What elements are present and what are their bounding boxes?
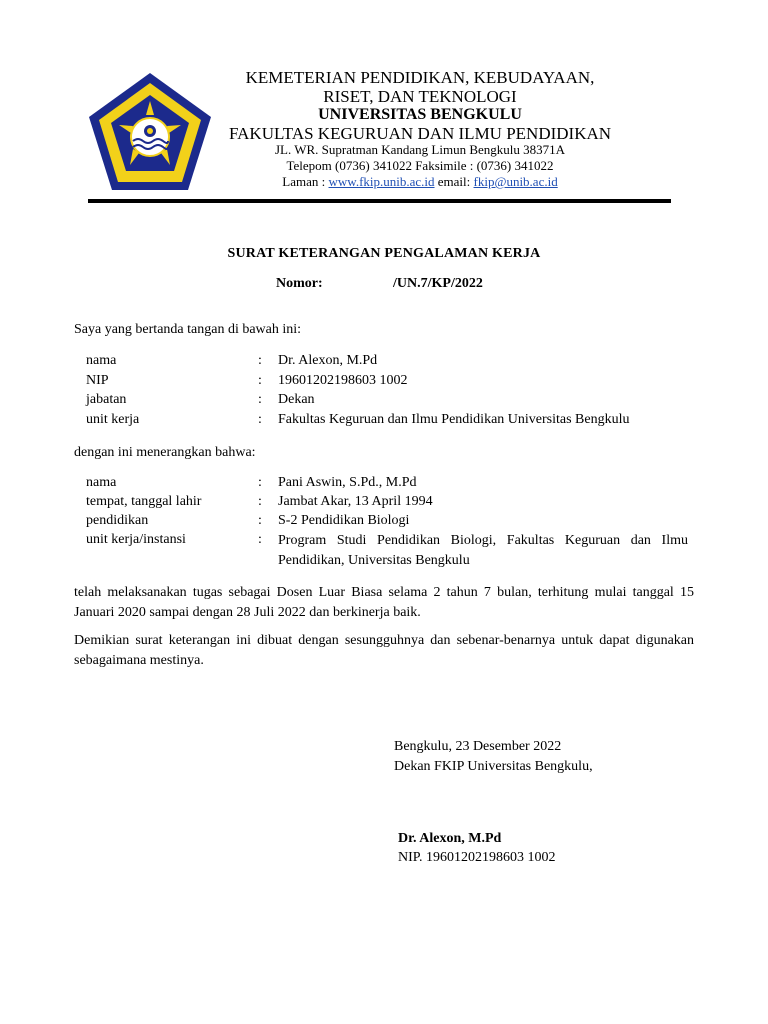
signer-unit-colon: : — [258, 412, 262, 427]
subject-name-label: nama — [86, 475, 117, 490]
faculty-name: FAKULTAS KEGURUAN DAN ILMU PENDIDIKAN — [228, 124, 612, 143]
declaration-intro: dengan ini menerangkan bahwa: — [74, 445, 256, 460]
signer-nip-colon: : — [258, 373, 262, 388]
subject-birth-value: Jambat Akar, 13 April 1994 — [278, 494, 433, 509]
email-link[interactable]: fkip@unib.ac.id — [473, 174, 558, 189]
subject-unit-label: unit kerja/instansi — [86, 532, 186, 547]
web-label: Laman : — [282, 174, 329, 189]
ministry-name-line2: RISET, DAN TEKNOLOGI — [323, 87, 517, 106]
subject-unit-colon: : — [258, 532, 262, 547]
signature-place-date: Bengkulu, 23 Desember 2022 — [394, 739, 562, 754]
body-paragraph: telah melaksanakan tugas sebagai Dosen Luar Biasa selama 2 tahun 7 bulan, terhitung mulai tanggal 15 Januari 2020 sampai dengan 28 Juli 2022 dan berkinerja baik. — [74, 585, 694, 620]
intro-text: Saya yang bertanda tangan di bawah ini: — [74, 322, 302, 337]
letterhead-divider — [88, 199, 671, 203]
signer-nip-value: 19601202198603 1002 — [278, 373, 408, 388]
signature-position: Dekan FKIP Universitas Bengkulu, — [394, 759, 593, 774]
signer-position-colon: : — [258, 392, 262, 407]
closing-paragraph: Demikian surat keterangan ini dibuat dengan sesungguhnya dan sebenar-benarnya untuk dapat digunakan sebagaimana mestinya. — [74, 633, 694, 668]
subject-education-value: S-2 Pendidikan Biologi — [278, 513, 410, 528]
subject-education-colon: : — [258, 513, 262, 528]
website-link[interactable]: www.fkip.unib.ac.id — [328, 174, 435, 189]
address-line: JL. WR. Supratman Kandang Limun Bengkulu 38371A — [274, 142, 566, 157]
signature-nip: NIP. 19601202198603 1002 — [398, 850, 556, 865]
signer-nip-label: NIP — [86, 373, 109, 388]
ministry-name-line1: KEMETERIAN PENDIDIKAN, KEBUDAYAAN, — [245, 68, 595, 87]
signer-unit-value: Fakultas Keguruan dan Ilmu Pendidikan Universitas Bengkulu — [278, 412, 630, 427]
email-label: email: — [434, 174, 474, 189]
signer-name-value: Dr. Alexon, M.Pd — [278, 353, 378, 368]
signer-position-label: jabatan — [86, 392, 127, 407]
subject-name-value: Pani Aswin, S.Pd., M.Pd — [278, 475, 417, 490]
number-label: Nomor: — [276, 276, 323, 291]
document-title: SURAT KETERANGAN PENGALAMAN KERJA — [227, 246, 541, 261]
university-name: UNIVERSITAS BENGKULU — [318, 106, 522, 123]
subject-name-colon: : — [258, 475, 262, 490]
signature-name: Dr. Alexon, M.Pd — [398, 831, 502, 846]
phone-line: Telepom (0736) 341022 Faksimile : (0736) 341022 — [286, 158, 554, 173]
contact-line — [200, 174, 640, 190]
subject-birth-colon: : — [258, 494, 262, 509]
signer-position-value: Dekan — [278, 392, 315, 407]
university-seal-icon — [86, 71, 214, 193]
subject-education-label: pendidikan — [86, 513, 149, 528]
signer-name-colon: : — [258, 353, 262, 368]
number-value: /UN.7/KP/2022 — [393, 276, 483, 291]
subject-unit-value: Program Studi Pendidikan Biologi, Fakultas Keguruan dan Ilmu Pendidikan, Universitas Bengkulu — [278, 533, 688, 568]
subject-birth-label: tempat, tanggal lahir — [86, 494, 202, 509]
signer-name-label: nama — [86, 353, 117, 368]
signer-unit-label: unit kerja — [86, 412, 140, 427]
